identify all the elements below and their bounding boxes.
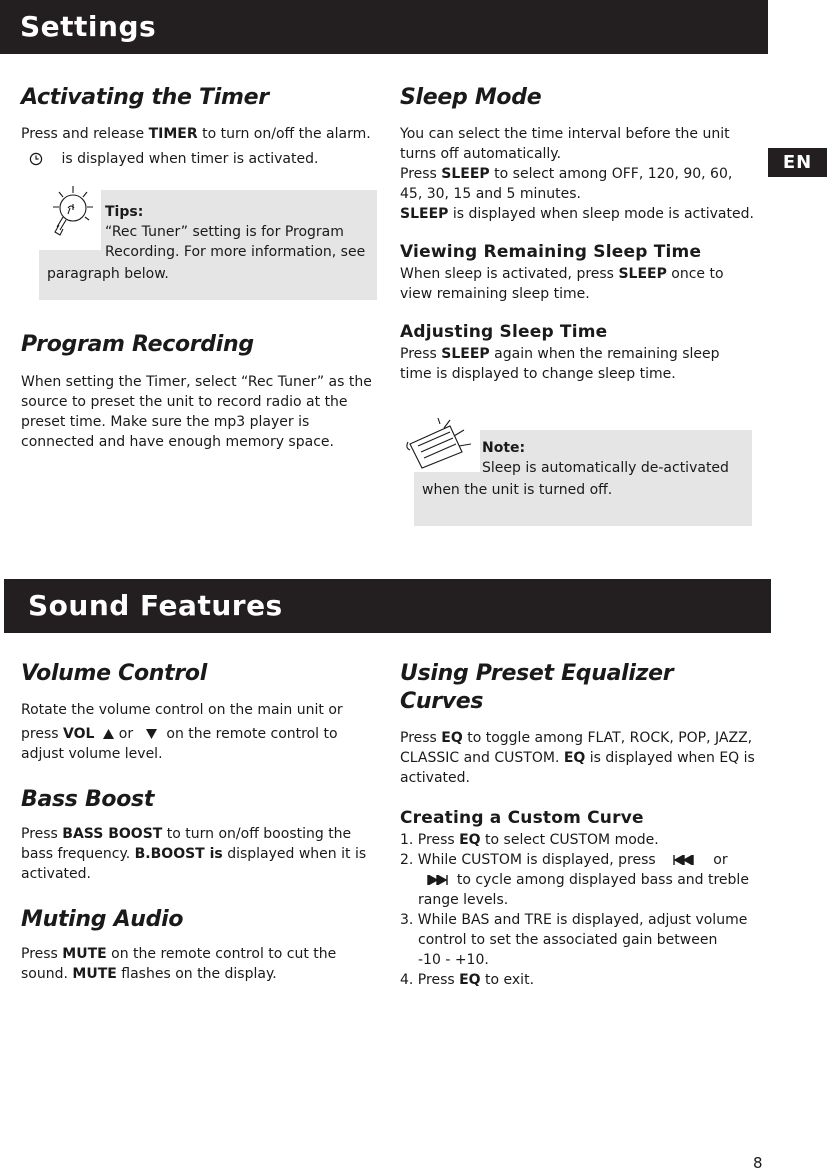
volume-text-1: Rotate the volume control on the main unit or	[21, 702, 343, 718]
bass-heading: Bass Boost	[21, 787, 155, 812]
volume-column	[21, 660, 375, 984]
volume-heading: Volume Control	[21, 661, 207, 686]
eq-heading: Using Preset Equalizer Curves	[400, 661, 674, 714]
sleep-text-1: You can select the time interval before the unit turns off automatically.	[400, 126, 730, 162]
timer-text-2: is displayed when timer is activated.	[21, 149, 375, 169]
sound-features-header-bar	[4, 579, 771, 633]
tips-box	[39, 190, 377, 300]
page-number: 8	[753, 1154, 763, 1172]
tips-line-3: paragraph below.	[47, 266, 169, 282]
sleep-text-2: Press SLEEP to select among OFF, 120, 90, 60, 45, 30, 15 and 5 minutes.	[400, 166, 733, 202]
triangle-up-icon	[103, 729, 114, 739]
custom-curve-heading: Creating a Custom Curve	[400, 808, 644, 828]
lightbulb-icon	[39, 180, 101, 246]
sleep-column	[400, 84, 755, 384]
step-2: 2. While CUSTOM is displayed, press or	[400, 852, 728, 868]
tips-line-1: “Rec Tuner” setting is for Program	[105, 224, 344, 240]
program-section	[21, 331, 375, 452]
program-text: When setting the Timer, select “Rec Tuner” as the source to preset the unit to record radio at the preset time. Make sure the mp3 player is connected and have enough memory space.	[21, 374, 372, 450]
note-paper-icon	[404, 416, 480, 472]
settings-header-bar	[0, 0, 768, 54]
volume-text-2: press VOL or on the remote control to	[21, 726, 338, 742]
timer-column	[21, 84, 375, 169]
timer-text-1: Press and release TIMER to turn on/off the alarm.	[21, 126, 371, 142]
step-3-cont-2: -10 - +10.	[418, 952, 489, 968]
step-1: 1. Press EQ to select CUSTOM mode.	[400, 832, 659, 848]
triangle-down-icon	[146, 729, 157, 739]
language-tab: EN	[768, 148, 827, 177]
clock-icon	[29, 152, 43, 166]
note-line-1: Sleep is automatically de-activated	[482, 460, 729, 476]
tips-label: Tips:	[105, 204, 144, 220]
mute-heading: Muting Audio	[21, 907, 184, 932]
equalizer-column	[400, 660, 756, 990]
program-heading: Program Recording	[21, 332, 254, 357]
custom-curve-steps	[400, 830, 756, 990]
sleep-heading: Sleep Mode	[400, 85, 542, 110]
mute-text: Press MUTE on the remote control to cut the sound. MUTE flashes on the display.	[21, 946, 337, 982]
skip-back-icon	[673, 855, 695, 865]
note-box	[414, 430, 752, 526]
note-line-2: when the unit is turned off.	[422, 482, 613, 498]
view-sleep-text: When sleep is activated, press SLEEP once to view remaining sleep time.	[400, 266, 724, 302]
step-4: 4. Press EQ to exit.	[400, 972, 535, 988]
volume-text-3: adjust volume level.	[21, 746, 163, 762]
tips-icon-area	[39, 180, 101, 250]
bass-text: Press BASS BOOST to turn on/off boosting the bass frequency. B.BOOST is displayed when it is activated.	[21, 826, 367, 882]
sleep-text-3: SLEEP is displayed when sleep mode is activated.	[400, 206, 754, 222]
note-label: Note:	[482, 440, 526, 456]
timer-heading: Activating the Timer	[21, 85, 269, 110]
step-2-cont-2: range levels.	[418, 892, 509, 908]
adjust-sleep-text: Press SLEEP again when the remaining sleep time is displayed to change sleep time.	[400, 346, 720, 382]
section-title-settings: Settings	[20, 10, 157, 43]
step-3-cont: control to set the associated gain between	[418, 932, 718, 948]
adjust-sleep-heading: Adjusting Sleep Time	[400, 322, 608, 342]
step-2-cont: to cycle among displayed bass and treble	[400, 870, 756, 890]
step-3: 3. While BAS and TRE is displayed, adjust volume	[400, 912, 748, 928]
eq-text: Press EQ to toggle among FLAT, ROCK, POP, JAZZ, CLASSIC and CUSTOM. EQ is displayed when EQ is activated.	[400, 730, 755, 786]
note-icon-area	[404, 416, 480, 472]
view-sleep-heading: Viewing Remaining Sleep Time	[400, 242, 702, 262]
section-title-sound-features: Sound Features	[28, 589, 283, 622]
tips-line-2: Recording. For more information, see	[105, 244, 366, 260]
skip-forward-icon	[426, 875, 448, 885]
